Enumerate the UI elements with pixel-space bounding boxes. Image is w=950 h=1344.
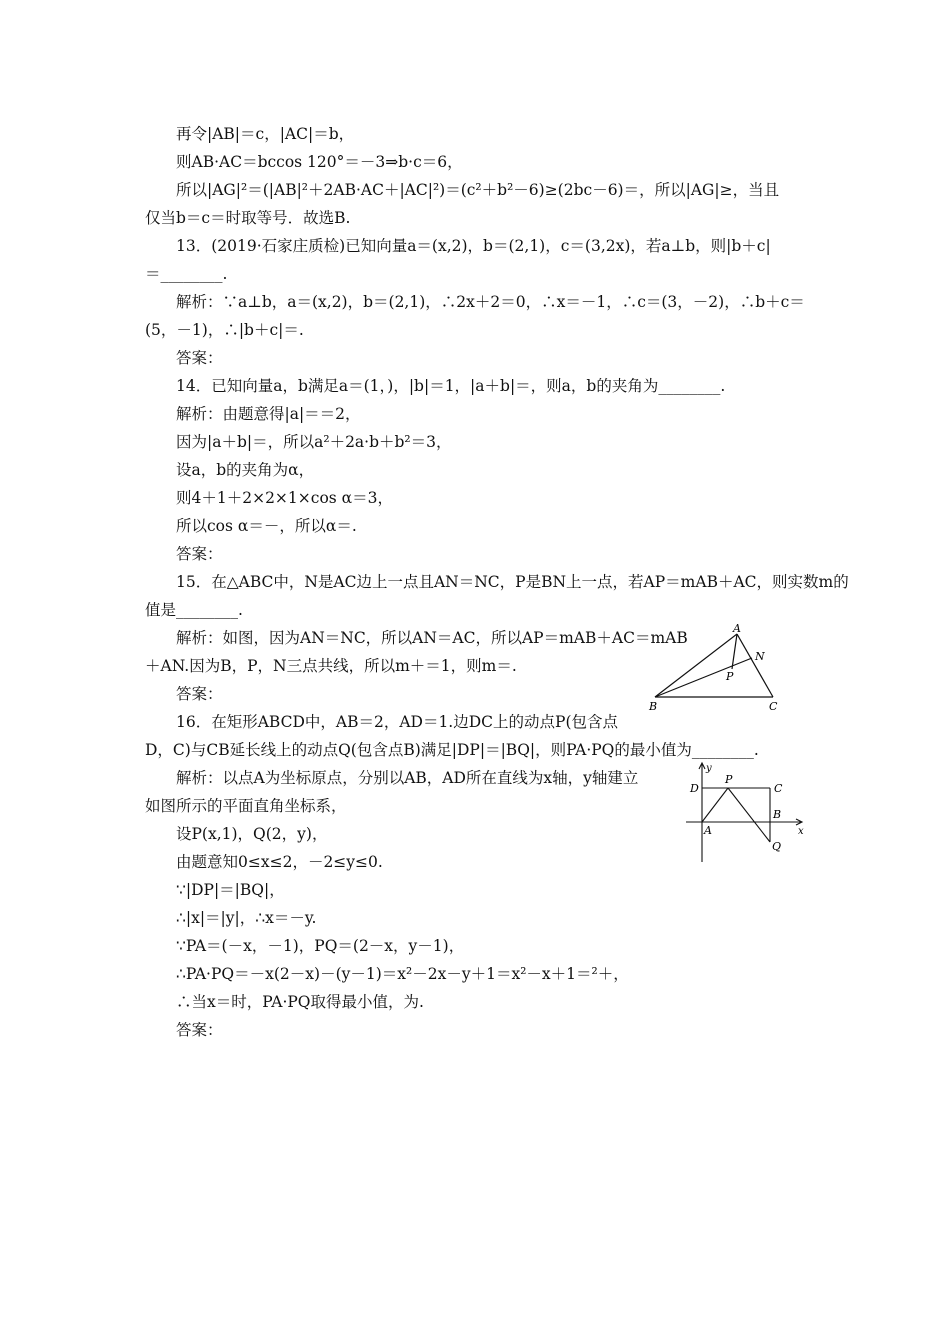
text-line-11: 解析：由题意得|a|＝＝2，: [176, 405, 361, 423]
text-line-6: ＝________.: [145, 265, 228, 283]
text-line-30: ∵PA＝(－x，－1)，PQ＝(2－x，y－1)，: [176, 937, 465, 955]
label-P: P: [726, 670, 734, 683]
text-line-15: 所以cos α＝－，所以α＝.: [176, 517, 357, 535]
text-line-8: (5，－1)，∴|b＋c|＝.: [145, 321, 304, 339]
label-A2: A: [704, 824, 712, 837]
text-line-27: 由题意知0≤x≤2，－2≤y≤0.: [176, 853, 383, 871]
label-B2: B: [773, 808, 782, 821]
label-C2: C: [774, 782, 783, 795]
text-line-32: ∴当x＝时，PA·PQ取得最小值，为.: [176, 993, 424, 1011]
text-line-33: 答案：: [176, 1021, 223, 1039]
text-line-20: ＋AN.因为B，P，N三点共线，所以m＋＝1，则m＝.: [145, 657, 517, 675]
label-A: A: [733, 622, 741, 635]
text-line-18: 值是________.: [145, 601, 243, 619]
text-line-4: 仅当b＝c＝时取等号．故选B.: [145, 209, 351, 227]
text-line-23: D，C)与CB延长线上的动点Q(包含点B)满足|DP|＝|BQ|，则PA·PQ的最小值为________.: [145, 741, 759, 759]
text-line-31: ∴PA·PQ＝－x(2－x)－(y－1)＝x²－2x－y＋1＝x²－x＋1＝²＋，: [176, 965, 629, 983]
text-line-22: 16．在矩形ABCD中，AB＝2，AD＝1.边DC上的动点P(包含点: [176, 713, 619, 731]
text-line-14: 则4＋1＋2×2×1×cos α＝3，: [176, 489, 393, 507]
text-line-21: 答案：: [176, 685, 223, 703]
text-line-7: 解析：∵a⊥b，a＝(x,2)，b＝(2,1)，∴2x＋2＝0，∴x＝－1，∴c＝(3，－2)，∴b＋c＝: [176, 293, 805, 311]
text-line-19: 解析：如图，因为AN＝NC，所以AN＝AC，所以AP＝mAB＋AC＝mAB: [176, 629, 688, 647]
text-line-16: 答案：: [176, 545, 223, 563]
text-line-29: ∴|x|＝|y|，∴x＝－y.: [176, 909, 317, 927]
text-line-28: ∵|DP|＝|BQ|，: [176, 881, 285, 899]
text-line-25: 如图所示的平面直角坐标系，: [145, 797, 347, 815]
text-line-24: 解析：以点A为坐标原点，分别以AB，AD所在直线为x轴，y轴建立: [176, 769, 639, 787]
coordinate-figure: [682, 758, 812, 864]
label-D2: D: [690, 782, 699, 795]
label-B: B: [649, 700, 658, 713]
text-line-13: 设a，b的夹角为α，: [176, 461, 315, 479]
label-Q2: Q: [772, 840, 782, 853]
label-C: C: [769, 700, 778, 713]
triangle-figure: [645, 622, 785, 714]
label-x: x: [798, 826, 804, 837]
text-line-3: 所以|AG|²＝(|AB|²＋2AB·AC＋|AC|²)＝(c²＋b²－6)≥(2bc－6)＝，所以|AG|≥，当且: [176, 181, 780, 199]
text-line-26: 设P(x,1)，Q(2，y)，: [176, 825, 328, 843]
text-line-10: 14．已知向量a，b满足a＝(1，)，|b|＝1，|a＋b|＝，则a，b的夹角为________.: [176, 377, 726, 395]
text-line-17: 15．在△ABC中，N是AC边上一点且AN＝NC，P是BN上一点，若AP＝mAB＋AC，则实数m的: [176, 573, 849, 591]
text-line-1: 再令|AB|＝c，|AC|＝b，: [176, 125, 355, 143]
text-line-5: 13．(2019·石家庄质检)已知向量a＝(x,2)，b＝(2,1)，c＝(3,2x)，若a⊥b，则|b＋c|: [176, 237, 771, 255]
text-line-2: 则AB·AC＝bccos 120°＝－3⇒b·c＝6，: [176, 153, 463, 171]
text-line-9: 答案：: [176, 349, 223, 367]
label-N: N: [755, 650, 765, 663]
label-P2: P: [725, 773, 733, 786]
label-y: y: [706, 763, 712, 774]
text-line-12: 因为|a＋b|＝，所以a²＋2a·b＋b²＝3，: [176, 433, 452, 451]
